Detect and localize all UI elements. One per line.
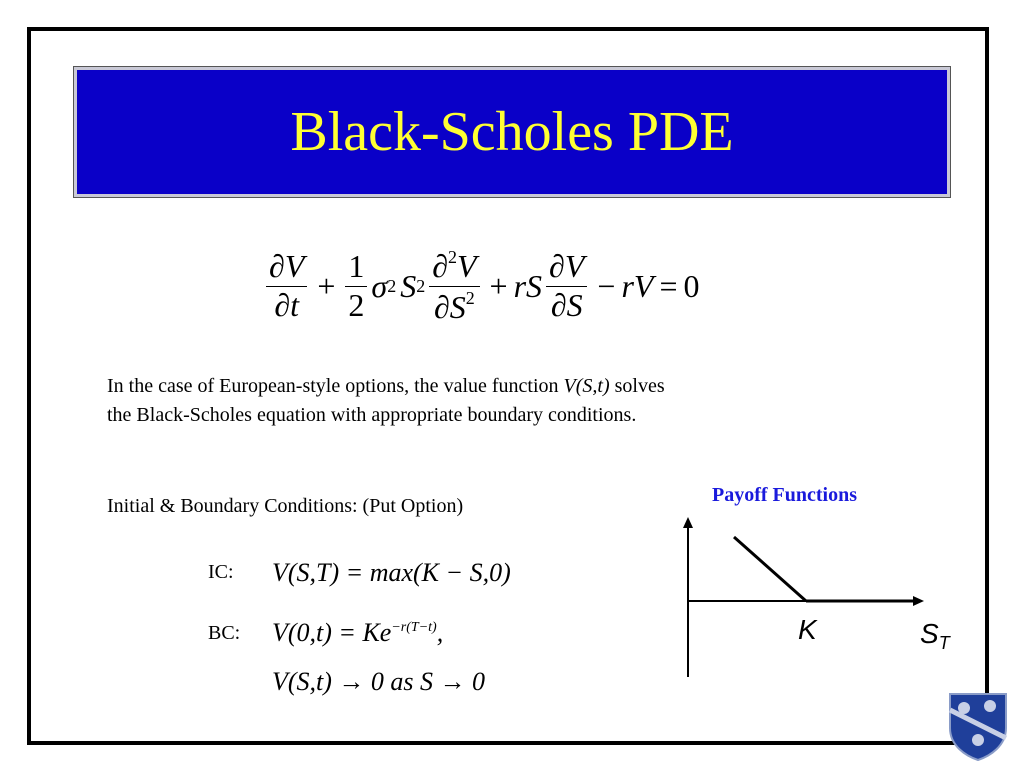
bc-equation-1-main: V(0,t) = Ke	[272, 618, 392, 647]
equals-sign: =	[659, 268, 678, 305]
bc-equation-1	[272, 618, 443, 648]
one-half-fraction	[345, 250, 367, 322]
st-axis-s: S	[920, 618, 939, 649]
st-axis-label	[920, 618, 950, 654]
dv-ds-fraction	[546, 250, 587, 322]
dv-dt-numerator: ∂V	[266, 250, 307, 287]
ic-equation: V(S,T) = max(K − S,0)	[272, 558, 511, 587]
paragraph-line2: the Black-Scholes equation with appropriate boundary conditions.	[107, 404, 637, 426]
half-numerator: 1	[345, 250, 367, 287]
bc-equation-2: V(S,t) → 0 as S → 0	[272, 667, 486, 696]
half-denominator: 2	[348, 286, 365, 323]
second-derivative-denominator: $\partial S^2$	[433, 287, 475, 325]
zero-rhs: 0	[683, 268, 700, 305]
slide-title: Black-Scholes PDE	[290, 101, 734, 163]
black-scholes-equation	[262, 248, 700, 324]
st-axis-subscript: T	[938, 633, 950, 653]
dv-ds-denominator: ∂S	[550, 286, 583, 323]
strike-label: K	[798, 614, 817, 645]
payoff-title: Payoff Functions	[712, 484, 857, 506]
payoff-graph	[676, 515, 976, 685]
dv-ds-numerator: ∂V	[546, 250, 587, 287]
sigma-symbol: σ	[371, 268, 388, 305]
conditions-heading: Initial & Boundary Conditions: (Put Option)	[107, 495, 464, 517]
value-function: V(S,t)	[563, 375, 610, 397]
bc-label: BC:	[208, 622, 241, 644]
ic-label: IC:	[208, 561, 234, 583]
plus-sign-2: +	[489, 268, 508, 305]
rv-term: rV	[621, 268, 654, 305]
second-derivative-fraction	[429, 248, 479, 324]
plus-sign: +	[317, 268, 336, 305]
s-exponent: 2	[416, 276, 426, 297]
dv-dt-fraction	[266, 250, 307, 322]
paragraph-line1-post: solves	[609, 375, 665, 397]
university-crest-icon	[946, 690, 1010, 762]
sigma-exponent: 2	[387, 276, 397, 297]
paragraph-line1-pre: In the case of European-style options, the value function	[107, 375, 564, 397]
bc-equation-1-comma: ,	[436, 618, 444, 647]
title-banner	[74, 67, 950, 197]
rs-term: rS	[513, 268, 543, 305]
y-axis	[683, 517, 693, 677]
payoff-descending-line	[734, 537, 806, 601]
bc-exponent: −r(T−t)	[391, 620, 437, 635]
description-paragraph	[107, 372, 867, 430]
second-derivative-numerator: ∂$^2$V	[429, 248, 479, 287]
s-symbol: S	[400, 268, 417, 305]
minus-sign: −	[597, 268, 616, 305]
dv-dt-denominator: ∂t	[274, 286, 300, 323]
